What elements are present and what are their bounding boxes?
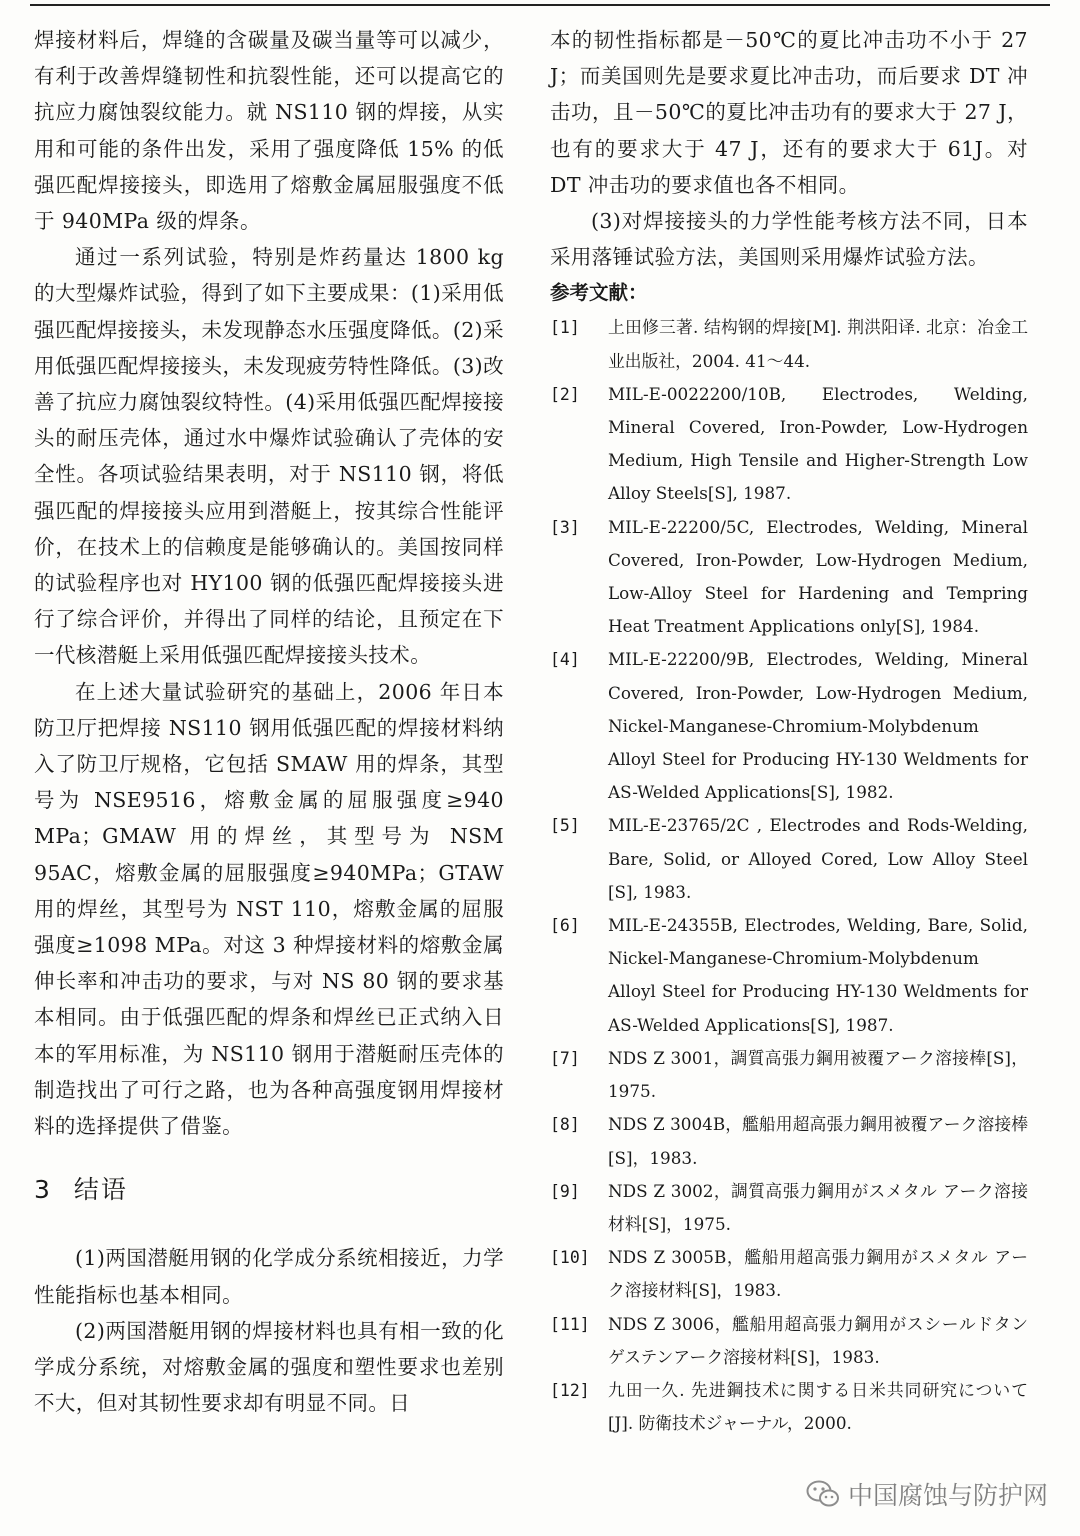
reference-item — [550, 1042, 1028, 1108]
reference-item — [550, 511, 1028, 644]
body-paragraph: 焊接材料后，焊缝的含碳量及碳当量等可以减少，有利于改善焊缝韧性和抗裂性能，还可以提高它的抗应力腐蚀裂纹能力。就 NS110 钢的焊接，从实用和可能的条件出发，采用了强度降低 15% 的低强匹配焊接接头，即选用了熔敷金属屈服强度不低于 940MPa 级的焊条。 — [34, 28, 504, 234]
conclusion-paragraph: (2)两国潜艇用钢的焊接材料也具有相一致的化学成分系统，对熔敷金属的强度和塑性要求也差别不大，但对其韧性要求却有明显不同。日 — [34, 1318, 504, 1416]
reference-item — [550, 1241, 1028, 1307]
reference-text: NDS Z 3006，艦船用超高張力鋼用がスシールドタンゲステンアーク溶接材料[S]，1983. — [608, 1313, 1028, 1367]
watermark-text: 中国腐蚀与防护网 — [847, 1481, 1048, 1510]
body-paragraph: (3)对焊接接头的力学性能考核方法不同，日本采用落锤试验方法，美国则采用爆炸试验方法。 — [550, 209, 1028, 270]
reference-number: [8] — [550, 1115, 580, 1135]
reference-text: MIL-E-22200/5C, Electrodes, Welding, Mineral Covered, Iron-Powder, Low-Hydrogen Medium, Low-Alloy Steel for Hardening and Tempring Heat Treatment Applications only[S], 1984. — [608, 516, 1028, 637]
reference-text: NDS Z 3004B，艦船用超高張力鋼用被覆アーク溶接棒[S]，1983. — [608, 1114, 1028, 1168]
reference-text: MIL-E-0022200/10B, Electrodes, Welding, Mineral Covered, Iron-Powder, Low-Hydrogen Medium, High Tensile and Higher-Strength Low Alloy Steels[S], 1987. — [608, 383, 1028, 504]
left-column — [34, 22, 504, 1421]
reference-number: [9] — [550, 1181, 580, 1201]
reference-number: [6] — [550, 916, 580, 936]
reference-item — [550, 1175, 1028, 1241]
reference-text: NDS Z 3005B，艦船用超高張力鋼用がスメタル アーク溶接材料[S]，1983. — [608, 1247, 1028, 1301]
body-paragraph: 在上述大量试验研究的基础上，2006 年日本防卫厅把焊接 NS110 钢用低强匹配的焊接材料纳入了防卫厅规格，它包括 SMAW 用的焊条，其型号为 NSE9516，熔敷金属的屈服强度≥940 MPa；GMAW 用的焊丝，其型号为 NSM 95AC，熔敷金属的屈服强度≥940MPa；GTAW 用的焊丝，其型号为 NST 110，熔敷金属的屈服强度≥1098 MPa。对这 3 种焊接材料的熔敷金属伸长率和冲击功的要求，与对 NS 80 钢的要求基本相同。由于低强匹配的焊条和焊丝已正式纳入日本的军用标准，为 NS110 钢用于潜艇耐压壳体的制造找出了可行之路，也为各种高强度钢用焊接材料的选择提供了借鉴。 — [34, 679, 504, 1139]
references-title: 参考文献： — [550, 281, 648, 305]
reference-item — [550, 809, 1028, 909]
top-rule — [30, 4, 1050, 6]
reference-list — [550, 311, 1028, 1440]
reference-text: 九田一久. 先进鋼技术に関する日米共同研究について[J]. 防衛技术ジャーナル，2000. — [608, 1379, 1028, 1434]
reference-text: 上田修三著. 结构钢的焊接[M]. 荆洪阳译. 北京：冶金工业出版社，2004. 41～44. — [608, 317, 1028, 371]
watermark — [806, 1476, 1048, 1512]
reference-number: [11] — [550, 1314, 590, 1334]
reference-item — [550, 643, 1028, 809]
reference-number: [10] — [550, 1248, 590, 1268]
reference-number: [1] — [550, 318, 580, 338]
reference-item — [550, 1108, 1028, 1174]
reference-number: [5] — [550, 816, 580, 836]
reference-number: [2] — [550, 384, 580, 404]
reference-text: MIL-E-22200/9B, Electrodes, Welding, Mineral Covered, Iron-Powder, Low-Hydrogen Medium, Nickel-Manganese-Chromium-Molybdenum Alloyl Steel for Producing HY-130 Weldments for AS-Welded Applications[S], 1982. — [608, 649, 1028, 803]
conclusion-paragraph: (1)两国潜艇用钢的化学成分系统相接近，力学性能指标也基本相同。 — [34, 1246, 504, 1307]
reference-item — [550, 909, 1028, 1042]
section-heading — [34, 1170, 504, 1206]
reference-item — [550, 311, 1028, 377]
right-column — [550, 22, 1028, 1440]
reference-number: [3] — [550, 517, 580, 537]
reference-text: MIL-E-23765/2C , Electrodes and Rods-Welding, Bare, Solid, or Alloyed Cored, Low Alloy Steel [S], 1983. — [608, 815, 1028, 902]
wechat-icon — [806, 1480, 840, 1508]
section-title: 结语 — [73, 1175, 128, 1205]
reference-text: MIL-E-24355B, Electrodes, Welding, Bare, Solid, Nickel-Manganese-Chromium-Molybdenum Alloyl Steel for Producing HY-130 Weldments for AS-Welded Applications[S], 1987. — [608, 915, 1028, 1035]
reference-text: NDS Z 3001，調質高張力鋼用被覆アーク溶接棒[S]，1975. — [608, 1047, 1028, 1102]
reference-number: [4] — [550, 650, 580, 670]
reference-number: [12] — [550, 1380, 590, 1400]
body-paragraph: 本的韧性指标都是－50℃的夏比冲击功不小于 27 J；而美国则先是要求夏比冲击功，而后要求 DT 冲击功，且－50℃的夏比冲击功有的要求大于 27 J，也有的要求大于 47 J，还有的要求大于 61J。对 DT 冲击功的要求值也各不相同。 — [550, 28, 1028, 197]
body-paragraph: 通过一系列试验，特别是炸药量达 1800 kg 的大型爆炸试验，得到了如下主要成果：(1)采用低强匹配焊接接头，未发现静态水压强度降低。(2)采用低强匹配焊接接头，未发现疲劳特性降低。(3)改善了抗应力腐蚀裂纹特性。(4)采用低强匹配焊接接头的耐压壳体，通过水中爆炸试验确认了壳体的安全性。各项试验结果表明，对于 NS110 钢，将低强匹配的焊接接头应用到潜艇上，按其综合性能评价，在技术上的信赖度是能够确认的。美国按同样的试验程序也对 HY100 钢的低强匹配焊接接头进行了综合评价，并得出了同样的结论，且预定在下一代核潜艇上采用低强匹配焊接接头技术。 — [34, 245, 504, 668]
section-number: 3 — [34, 1175, 52, 1205]
reference-text: NDS Z 3002，調質高張力鋼用がスメタル アーク溶接材料[S]，1975. — [608, 1180, 1028, 1234]
reference-item — [550, 1308, 1028, 1374]
reference-item — [550, 1374, 1028, 1440]
reference-item — [550, 378, 1028, 511]
reference-number: [7] — [550, 1048, 580, 1068]
